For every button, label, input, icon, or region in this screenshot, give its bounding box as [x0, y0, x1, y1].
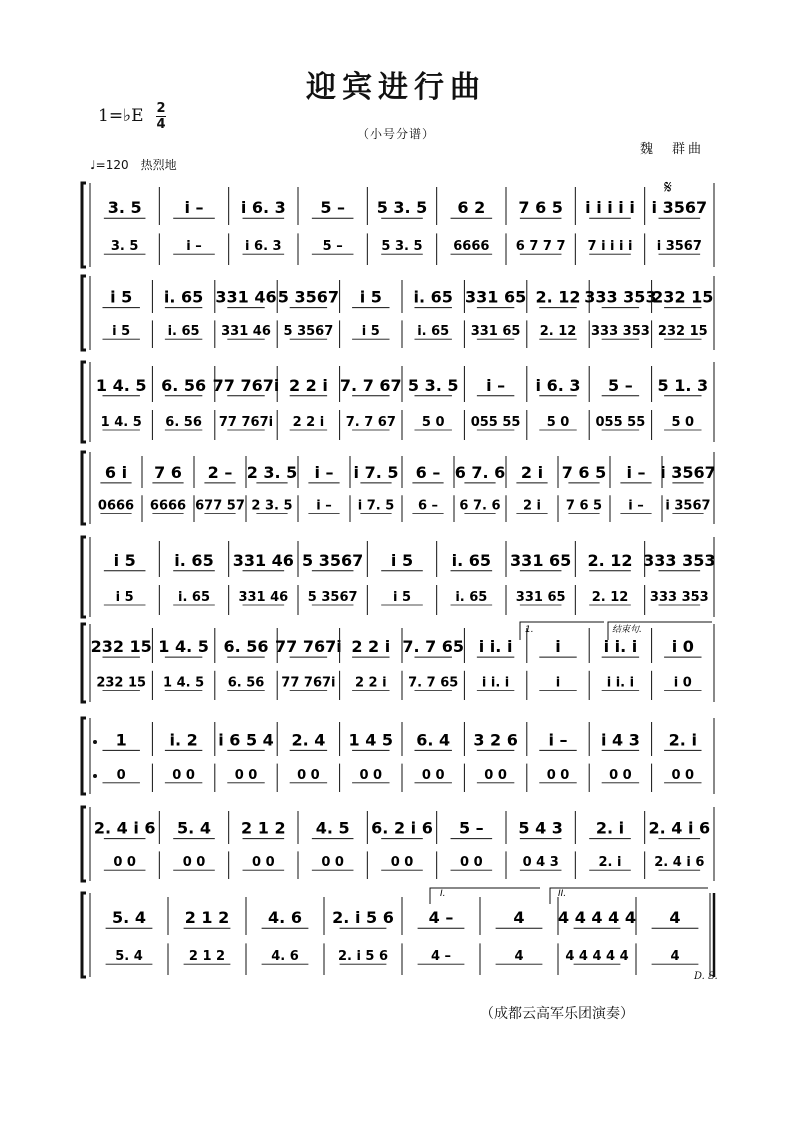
system-bracket	[82, 362, 86, 442]
accompaniment-measure: 333 353	[649, 590, 709, 605]
melody-measure: 4	[669, 908, 681, 928]
accompaniment-measure: 6 7 7 7	[515, 239, 566, 255]
accompaniment-measure: 5 3567	[283, 324, 334, 340]
accompaniment-measure: 3. 5	[110, 239, 139, 255]
melody-measure: 5 1. 3	[657, 375, 709, 395]
melody-measure: 7. 7 67	[339, 375, 402, 395]
melody-measure: i. 65	[174, 550, 214, 570]
melody-measure: 7 6 5	[561, 462, 607, 482]
melody-measure: i 7. 5	[353, 462, 399, 482]
melody-measure: i 6. 3	[240, 198, 286, 218]
accompaniment-measure: 0 0	[390, 855, 414, 871]
melody-measure: 232 15	[90, 637, 152, 657]
accompaniment-measure: i –	[186, 239, 202, 255]
accompaniment-measure: 0 0	[252, 855, 275, 871]
system-bracket	[82, 893, 86, 977]
melody-measure: 5. 4	[112, 908, 146, 928]
melody-measure: 6. 2 i 6	[371, 818, 433, 838]
melody-measure: i 6 5 4	[218, 730, 274, 750]
melody-measure: 4 4 4 4 4	[558, 908, 636, 928]
melody-measure: 77 767i	[212, 375, 280, 395]
melody-measure: 3 2 6	[473, 730, 518, 750]
melody-measure: i i. i	[478, 637, 513, 657]
melody-measure: 2 1 2	[184, 908, 230, 928]
accompaniment-measure: i 5	[361, 324, 380, 340]
melody-measure: 6 2	[457, 198, 486, 218]
accompaniment-measure: i 5	[392, 590, 412, 605]
accompaniment-measure: 5 3567	[307, 590, 358, 605]
accompaniment-measure: 0 0	[182, 855, 206, 871]
volta-2b-label: II.	[558, 889, 567, 899]
melody-measure: i 5	[110, 287, 133, 307]
accompaniment-measure: i 5	[112, 324, 131, 340]
accompaniment-measure: i 3567	[656, 239, 702, 255]
melody-measure: 6 –	[415, 462, 441, 482]
melody-measure: i	[555, 637, 561, 657]
accompaniment-measure: 0 0	[484, 767, 507, 783]
melody-measure: 2 1 2	[241, 818, 286, 838]
melody-measure: 2. 4 i 6	[93, 818, 156, 838]
accompaniment-measure: 2 3. 5	[251, 498, 293, 514]
accompaniment-measure: 4 –	[430, 949, 452, 965]
melody-measure: 232 15	[652, 287, 714, 307]
subtitle: （小号分谱）	[356, 127, 435, 141]
melody-measure: 6 i	[104, 462, 128, 482]
accompaniment-measure: 232 15	[657, 324, 708, 340]
volta-1b-label: I.	[440, 889, 446, 899]
accompaniment-measure: 055 55	[470, 415, 521, 430]
accompaniment-measure: 6 –	[417, 498, 439, 514]
accompaniment-measure: i. 65	[455, 590, 488, 605]
melody-measure: i 6. 3	[535, 375, 581, 395]
melody-measure: i. 65	[413, 287, 453, 307]
melody-measure: 2. 12	[587, 550, 633, 570]
melody-measure: 5 4 3	[518, 818, 563, 838]
accompaniment-measure: 2. 12	[539, 324, 577, 340]
accompaniment-measure: 5 0	[421, 415, 445, 430]
volta-1b-bracket	[430, 888, 540, 904]
accompaniment-measure: 4	[670, 949, 680, 965]
accompaniment-measure: 0 0	[172, 767, 195, 783]
melody-measure: 5 –	[608, 375, 633, 395]
accompaniment-measure: 2. i	[598, 855, 622, 871]
system-bracket	[82, 183, 86, 267]
accompaniment-measure: 7. 7 67	[345, 415, 396, 430]
accompaniment-measure: 0 0	[321, 855, 344, 871]
melody-measure: 1	[115, 730, 127, 750]
key-signature: 1=♭E	[98, 106, 144, 126]
volta-2-label: 结束句.	[612, 625, 642, 635]
melody-measure: 7. 7 65	[402, 637, 465, 657]
accompaniment-measure: 331 65	[470, 324, 521, 340]
melody-measure: i i. i	[603, 637, 638, 657]
melody-measure: 2 i	[520, 462, 544, 482]
accompaniment-measure: 5. 4	[115, 949, 143, 965]
repeat-dot	[93, 740, 97, 744]
melody-measure: 2. i	[668, 730, 697, 750]
melody-measure: 4. 6	[268, 908, 302, 928]
volta-1-label: 1.	[525, 625, 534, 635]
melody-measure: 3. 5	[107, 198, 142, 218]
melody-measure: i –	[548, 730, 568, 750]
melody-measure: 2 –	[207, 462, 233, 482]
accompaniment-measure: 4 4 4 4 4	[565, 949, 629, 965]
melody-measure: i 5	[390, 550, 414, 570]
melody-measure: i 3567	[660, 462, 716, 482]
tempo-marking: ♩=120 热烈地	[90, 158, 177, 172]
accompaniment-measure: 0 0	[460, 855, 483, 871]
accompaniment-measure: 6666	[149, 498, 187, 514]
melody-measure: 2. 4 i 6	[648, 818, 711, 838]
accompaniment-measure: 6. 56	[165, 415, 202, 430]
accompaniment-measure: i i. i	[481, 675, 510, 691]
accompaniment-measure: 1 4. 5	[100, 415, 142, 430]
melody-measure: i 4 3	[600, 730, 640, 750]
accompaniment-measure: 0 0	[609, 767, 632, 783]
melody-measure: i 3567	[651, 198, 708, 218]
accompaniment-measure: 5 –	[322, 239, 343, 255]
accompaniment-measure: i –	[316, 498, 332, 514]
melody-measure: 331 46	[232, 550, 294, 570]
melody-measure: i 0	[671, 637, 694, 657]
melody-measure: 6. 4	[416, 730, 451, 750]
accompaniment-measure: 0666	[97, 498, 135, 514]
time-signature-denominator: 4	[156, 117, 166, 132]
accompaniment-measure: 6. 56	[227, 675, 265, 691]
melody-measure: i –	[184, 198, 204, 218]
segno-sign: 𝄋	[664, 177, 672, 198]
melody-measure: i. 65	[163, 287, 204, 307]
accompaniment-measure: 7 i i i i	[587, 239, 633, 255]
accompaniment-measure: 055 55	[595, 415, 646, 430]
system-bracket	[82, 537, 86, 617]
melody-measure: 2 2 i	[351, 637, 391, 657]
melody-measure: 2 2 i	[288, 375, 328, 395]
accompaniment-measure: 0 0	[359, 767, 383, 783]
accompaniment-measure: 7 6 5	[565, 498, 603, 514]
melody-measure: i i i i i	[585, 198, 635, 218]
melody-measure: 331 65	[510, 550, 572, 570]
repeat-dot	[93, 774, 97, 778]
melody-measure: 1 4 5	[348, 730, 394, 750]
melody-measure: 4. 5	[315, 818, 350, 838]
accompaniment-measure: 2. 4 i 6	[654, 855, 705, 871]
melody-measure: 2. 4	[291, 730, 326, 750]
accompaniment-measure: 4. 6	[271, 949, 299, 965]
accompaniment-measure: 7. 7 65	[408, 675, 459, 691]
accompaniment-measure: 5 3. 5	[381, 239, 423, 255]
melody-measure: 4	[513, 908, 525, 928]
accompaniment-measure: 2 1 2	[188, 949, 226, 965]
accompaniment-measure: 2 2 i	[354, 675, 387, 691]
accompaniment-measure: 0 4 3	[522, 855, 559, 871]
melody-measure: 7 6 5	[518, 198, 563, 218]
melody-measure: 5 3. 5	[407, 375, 459, 395]
melody-measure: i –	[486, 375, 506, 395]
melody-measure: 1 4. 5	[95, 375, 147, 395]
accompaniment-measure: 6666	[453, 239, 490, 255]
melody-measure: 5 3. 5	[376, 198, 428, 218]
accompaniment-measure: i. 65	[417, 324, 450, 340]
melody-measure: 5 3567	[302, 550, 364, 570]
accompaniment-measure: i 0	[673, 675, 692, 691]
accompaniment-measure: 0 0	[297, 767, 320, 783]
volta-2b-bracket	[550, 888, 708, 904]
accompaniment-measure: 5 0	[671, 415, 695, 430]
accompaniment-measure: i 6. 3	[245, 239, 282, 255]
accompaniment-measure: i 7. 5	[357, 498, 395, 514]
melody-measure: 331 65	[464, 287, 527, 307]
accompaniment-measure: 331 46	[221, 324, 271, 340]
system-bracket	[82, 452, 86, 524]
accompaniment-measure: 2 i	[522, 498, 542, 514]
melody-measure: 7 6	[154, 462, 182, 482]
melody-measure: 77 767i	[275, 637, 342, 657]
melody-measure: 2. i	[595, 818, 625, 838]
accompaniment-measure: 333 353	[590, 324, 650, 340]
accompaniment-measure: 77 767i	[281, 675, 336, 691]
melody-measure: 5 –	[458, 818, 484, 838]
melody-measure: i 5	[113, 550, 136, 570]
accompaniment-measure: 2. 12	[591, 590, 629, 605]
accompaniment-measure: 331 65	[515, 590, 566, 605]
composer-credit: 魏 群曲	[640, 142, 705, 157]
dal-segno-marking: D. S.	[694, 971, 718, 982]
accompaniment-measure: i	[555, 675, 561, 691]
melody-measure: 333 353	[643, 550, 716, 570]
accompaniment-measure: i 3567	[665, 498, 711, 514]
accompaniment-measure: 6 7. 6	[459, 498, 501, 514]
time-signature-numerator: 2	[156, 101, 166, 116]
accompaniment-measure: 0 0	[546, 767, 570, 783]
accompaniment-measure: 1 4. 5	[163, 675, 205, 691]
melody-measure: i –	[314, 462, 334, 482]
accompaniment-measure: 0 0	[421, 767, 445, 783]
melody-measure: i –	[626, 462, 646, 482]
melody-measure: 5 3567	[277, 287, 340, 307]
melody-measure: 6. 56	[161, 375, 207, 395]
melody-measure: 6. 56	[223, 637, 269, 657]
accompaniment-measure: i –	[628, 498, 644, 514]
melody-measure: 2. i 5 6	[332, 908, 394, 928]
accompaniment-measure: i i. i	[606, 675, 635, 691]
accompaniment-measure: 677 57	[195, 498, 245, 514]
score-title: 迎宾进行曲	[306, 70, 486, 105]
melody-measure: i 5	[359, 287, 382, 307]
accompaniment-measure: 0	[116, 767, 126, 783]
melody-measure: 2. 12	[535, 287, 581, 307]
system-bracket	[82, 718, 86, 794]
accompaniment-measure: 331 46	[238, 590, 289, 605]
accompaniment-measure: 77 767i	[218, 415, 274, 430]
system-bracket	[82, 624, 86, 702]
accompaniment-measure: 2 2 i	[292, 415, 325, 430]
accompaniment-measure: 0 0	[671, 767, 695, 783]
accompaniment-measure: 0 0	[113, 855, 136, 871]
melody-measure: i. 2	[169, 730, 198, 750]
accompaniment-measure: i. 65	[177, 590, 211, 605]
accompaniment-measure: 0 0	[234, 767, 258, 783]
accompaniment-measure: 2. i 5 6	[337, 949, 389, 965]
melody-measure: 1 4. 5	[158, 637, 209, 657]
melody-measure: 333 353	[584, 287, 657, 307]
accompaniment-measure: 4	[514, 949, 524, 965]
accompaniment-measure: 232 15	[96, 675, 147, 691]
melody-measure: 2 3. 5	[246, 462, 298, 482]
accompaniment-measure: i 5	[115, 590, 134, 605]
melody-measure: 5 –	[320, 198, 346, 218]
melody-measure: 6 7. 6	[454, 462, 506, 482]
system-bracket	[82, 807, 86, 881]
performer-credit: （成都云高军乐团演奏）	[480, 1006, 634, 1022]
system-bracket	[82, 276, 86, 350]
melody-measure: 5. 4	[177, 818, 211, 838]
melody-measure: 331 46	[215, 287, 277, 307]
accompaniment-measure: i. 65	[167, 324, 200, 340]
accompaniment-measure: 5 0	[546, 415, 570, 430]
melody-measure: i. 65	[451, 550, 492, 570]
melody-measure: 4 –	[428, 908, 454, 928]
